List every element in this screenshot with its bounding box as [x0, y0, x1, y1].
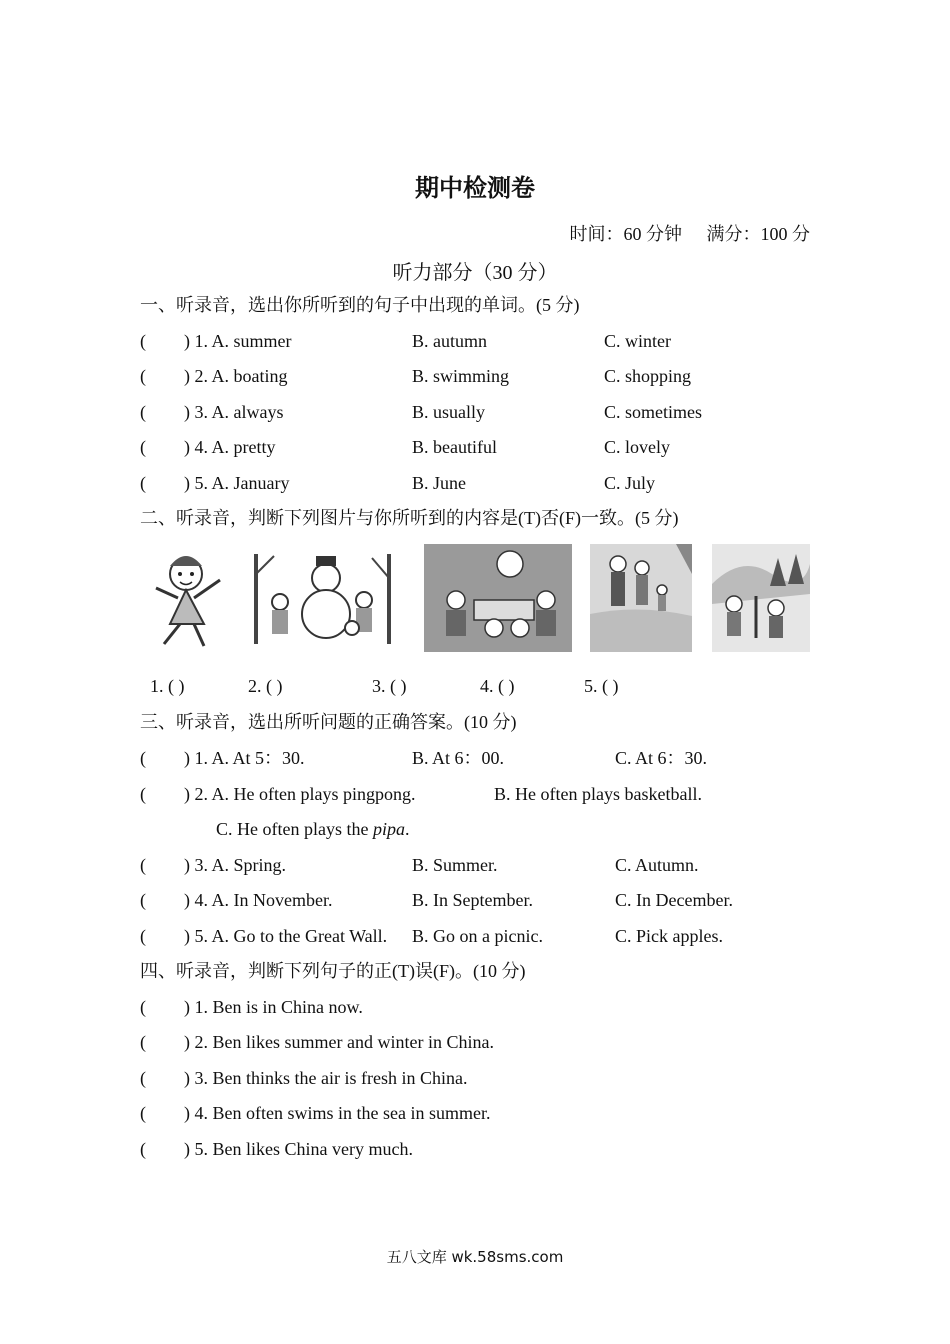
picture-answer-2: 2. ( )	[248, 676, 283, 696]
exam-meta	[570, 220, 811, 246]
s1-q3: ( ) 3. A. always	[140, 402, 284, 422]
s1-q1: ( ) 1. A. summer	[140, 331, 292, 351]
s3-q4-b: B. In September.	[412, 890, 533, 910]
picture-answer-5: 5. ( )	[584, 676, 619, 696]
s1-q1-c: C. winter	[604, 331, 671, 351]
s1-q3-b: B. usually	[412, 402, 486, 422]
picture-answer-4: 4. ( )	[480, 676, 515, 696]
planting-tree-picture	[712, 544, 810, 652]
s3-q3-b: B. Summer.	[412, 855, 498, 875]
s1-q1-b: B. autumn	[412, 331, 487, 351]
s1-q3-c: C. sometimes	[604, 402, 702, 422]
section3-heading: 三、听录音，选出所听问题的正确答案。(10 分)	[140, 712, 517, 732]
picture-answer-1: 1. ( )	[150, 676, 185, 696]
s3-q5-c: C. Pick apples.	[615, 926, 723, 946]
s1-q4-b: B. beautiful	[412, 437, 497, 457]
s4-q1: ( ) 1. Ben is in China now.	[140, 997, 363, 1017]
moon-dinner-picture	[424, 544, 572, 652]
s1-q2-c: C. shopping	[604, 366, 692, 386]
s3-q5-b: B. Go on a picnic.	[412, 926, 543, 946]
s4-q4: ( ) 4. Ben often swims in the sea in summer.	[140, 1103, 491, 1123]
s3-q1-c: C. At 6：30.	[615, 748, 708, 768]
s3-q1: ( ) 1. A. At 5：30.	[140, 748, 305, 768]
page-title: 期中检测卷	[415, 174, 535, 202]
s1-q2: ( ) 2. A. boating	[140, 366, 288, 386]
s3-q4: ( ) 4. A. In November.	[140, 890, 333, 910]
time-label: 时间：60 分钟	[569, 224, 682, 244]
s3-q1-b: B. At 6：00.	[412, 748, 505, 768]
s1-q5: ( ) 5. A. January	[140, 473, 290, 493]
section2-heading: 二、听录音，判断下列图片与你所听到的内容是(T)否(F)一致。(5 分)	[140, 508, 679, 528]
s1-q2-b: B. swimming	[412, 366, 510, 386]
s3-q3-c: C. Autumn.	[615, 855, 699, 875]
part-title: 听力部分（30 分）	[392, 262, 558, 284]
s4-q5: ( ) 5. Ben likes China very much.	[140, 1139, 413, 1159]
s1-q4: ( ) 4. A. pretty	[140, 437, 276, 457]
dancing-girl-picture	[146, 544, 228, 652]
s3-q2-b: B. He often plays basketball.	[494, 784, 702, 804]
section1-heading: 一、听录音，选出你所听到的句子中出现的单词。(5 分)	[140, 295, 580, 315]
s1-q5-b: B. June	[412, 473, 466, 493]
s3-q4-c: C. In December.	[615, 890, 733, 910]
s3-q2-c: C. He often plays the pipa.	[216, 819, 410, 839]
snowman-picture	[244, 544, 400, 652]
s4-q2: ( ) 2. Ben likes summer and winter in China.	[140, 1032, 494, 1052]
s3-q5: ( ) 5. A. Go to the Great Wall.	[140, 926, 388, 946]
s1-q5-c: C. July	[604, 473, 656, 493]
s1-q4-c: C. lovely	[604, 437, 670, 457]
family-walk-picture	[590, 544, 692, 652]
s3-q2: ( ) 2. A. He often plays pingpong.	[140, 784, 416, 804]
s3-q3: ( ) 3. A. Spring.	[140, 855, 287, 875]
picture-answer-3: 3. ( )	[372, 676, 407, 696]
section4-heading: 四、听录音，判断下列句子的正(T)误(F)。(10 分)	[140, 961, 526, 981]
footer-watermark: 五八文库 wk.58sms.com	[386, 1248, 564, 1266]
s4-q3: ( ) 3. Ben thinks the air is fresh in China.	[140, 1068, 468, 1088]
score-label: 满分：100 分	[706, 224, 810, 244]
